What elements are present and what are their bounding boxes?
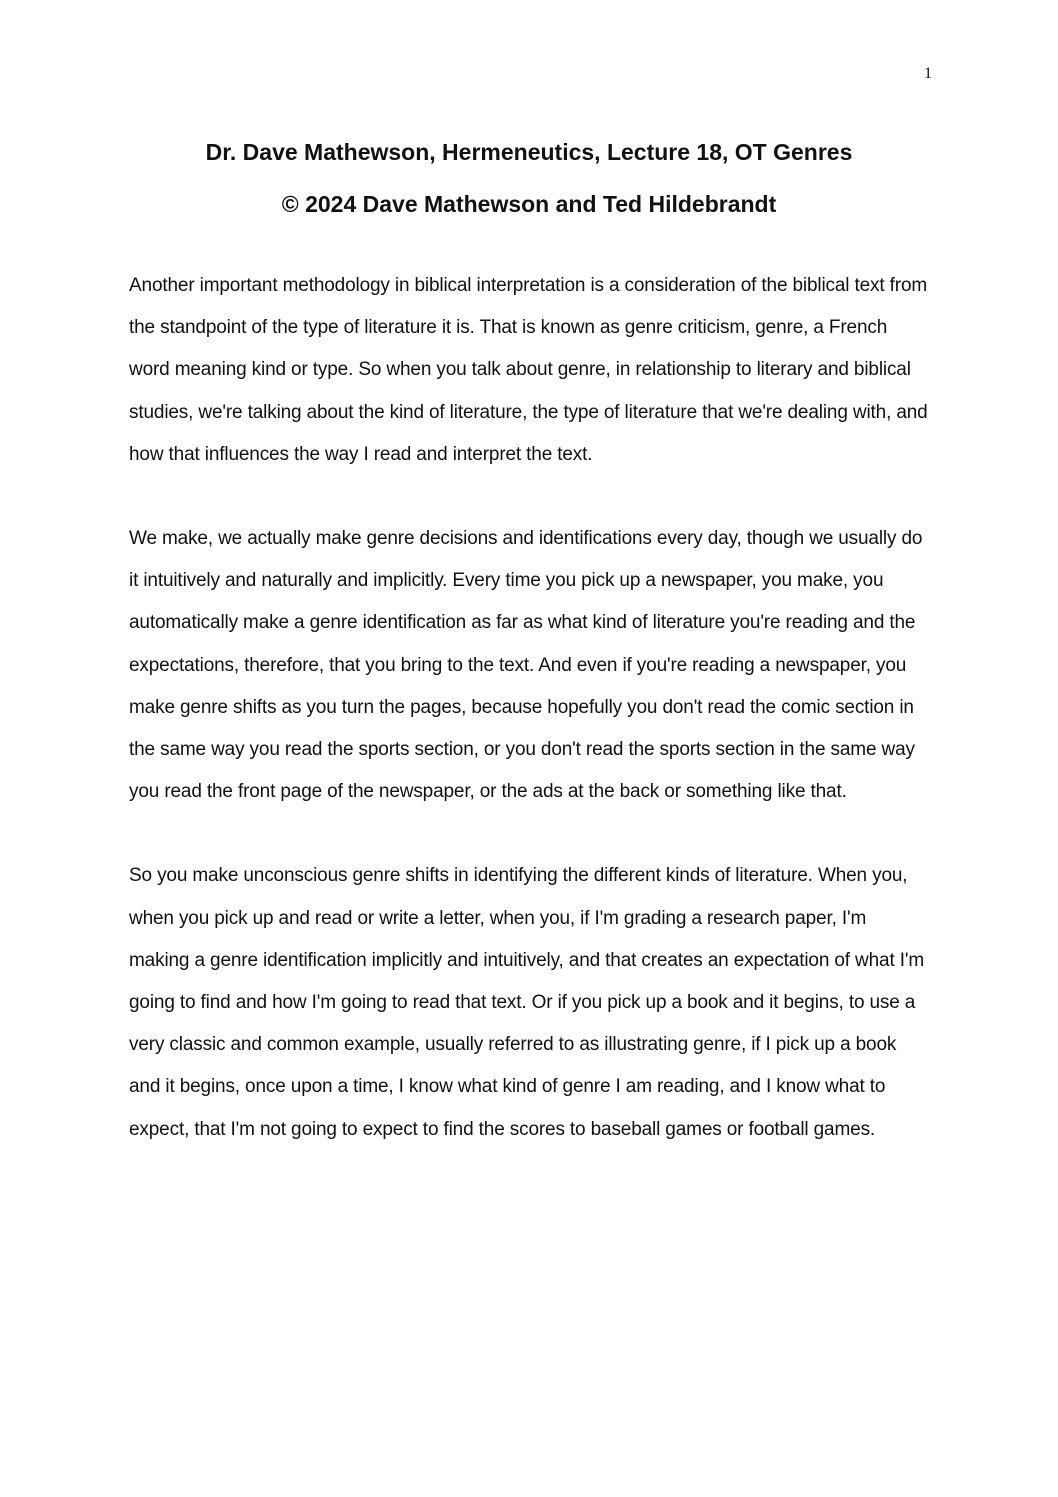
paragraph: We make, we actually make genre decisions and identifications every day, though we usually do it intuitively and naturally and implicitly. Every time you pick up a newspaper, you make, you automatically make a genre identification as far as what kind of literature you're reading and the expectations, therefore, that you bring to the text. And even if you're reading a newspaper, you make genre shifts as you turn the pages, because hopefully you don't read the comic section in the same way you read the sports section, or you don't read the sports section in the same way you read the front page of the newspaper, or the ads at the back or something like that. [129,528,923,803]
paragraph: So you make unconscious genre shifts in identifying the different kinds of literature. When you, when you pick up and read or write a letter, when you, if I'm grading a research paper, I'm making a genre identification implicitly and intuitively, and that creates an expectation of what I'm going to find and how I'm going to read that text. Or if you pick up a book and it begins, to use a very classic and common example, usually referred to as illustrating genre, if I pick up a book and it begins, once upon a time, I know what kind of genre I am reading, and I know what to expect, that I'm not going to expect to find the scores to baseball games or football games. [129,865,925,1140]
lecture-title: Dr. Dave Mathewson, Hermeneutics, Lecture 18, OT Genres [205,139,853,165]
body-text [129,265,931,1193]
title-block [110,126,948,230]
paragraph: Another important methodology in biblical interpretation is a consideration of the biblical text from the standpoint of the type of literature it is. That is known as genre criticism, genre, a French word meaning kind or type. So when you talk about genre, in relationship to literary and biblical studies, we're talking about the kind of literature, the type of literature that we're dealing with, and how that influences the way I read and interpret the text. [129,275,928,465]
copyright-line: © 2024 Dave Mathewson and Ted Hildebrandt [281,191,777,217]
page-number: 1 [924,65,932,82]
